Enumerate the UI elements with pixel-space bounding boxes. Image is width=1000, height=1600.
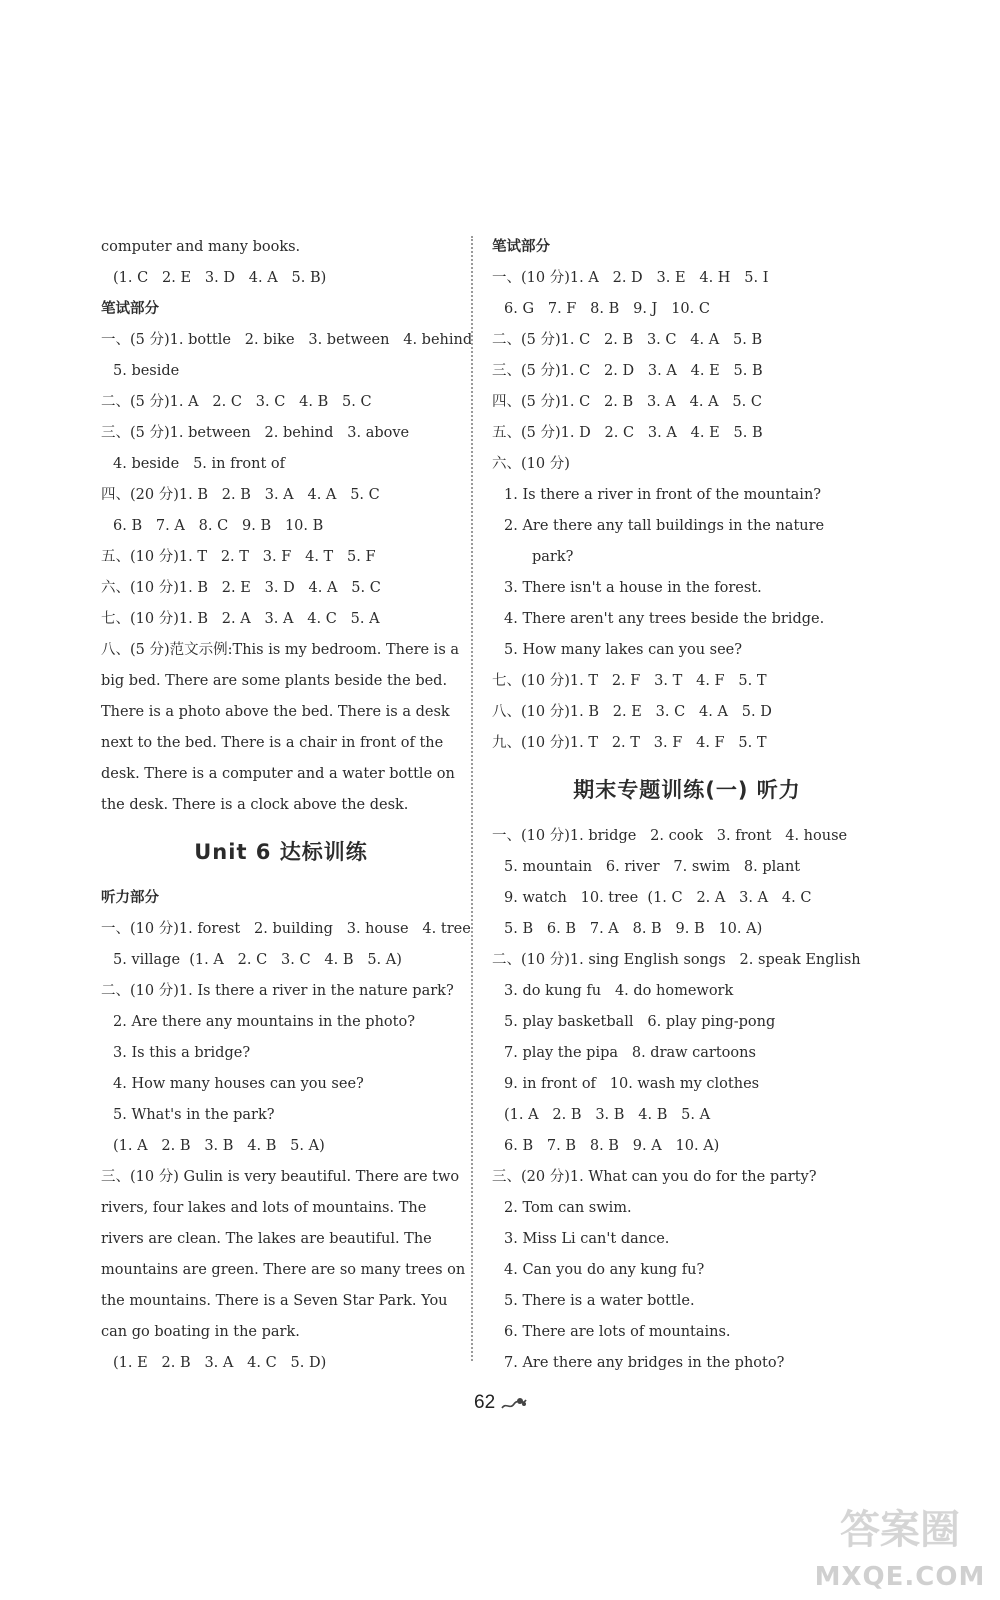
answer-line: 4. How many houses can you see?: [113, 1076, 364, 1092]
answer-line: 八、(5 分)范文示例:This is my bedroom. There is a: [101, 642, 460, 658]
answer-line: 4. There aren't any trees beside the bridge.: [504, 611, 825, 627]
answer-line: (1. E 2. B 3. A 4. C 5. D): [113, 1355, 327, 1371]
flower-ornament-icon: [500, 1394, 528, 1414]
answer-line: 5. play basketball 6. play ping-pong: [504, 1014, 776, 1030]
answer-line: 6. There are lots of mountains.: [504, 1324, 731, 1340]
answer-line: big bed. There are some plants beside the bed.: [101, 673, 448, 689]
answer-line: 3. Miss Li can't dance.: [504, 1231, 670, 1247]
answer-line: 6. B 7. A 8. C 9. B 10. B: [113, 518, 324, 534]
answer-line: desk. There is a computer and a water bottle on: [101, 766, 455, 782]
unit-title: 期末专题训练(一) 听力: [573, 778, 801, 802]
answer-line: (1. C 2. E 3. D 4. A 5. B): [113, 270, 327, 286]
answer-line: 三、(5 分)1. C 2. D 3. A 4. E 5. B: [492, 363, 763, 379]
answer-line: 二、(5 分)1. C 2. B 3. C 4. A 5. B: [492, 332, 763, 348]
answer-line: can go boating in the park.: [101, 1324, 300, 1340]
answer-line: 5. How many lakes can you see?: [504, 642, 743, 658]
answer-line: park?: [532, 549, 574, 565]
answer-line: mountains are green. There are so many trees on: [101, 1262, 466, 1278]
answer-line: 3. There isn't a house in the forest.: [504, 580, 762, 596]
answer-line: next to the bed. There is a chair in front of the: [101, 735, 444, 751]
answer-line: 四、(20 分)1. B 2. B 3. A 4. A 5. C: [101, 487, 380, 503]
answer-line: 5. beside: [113, 363, 180, 379]
watermark-url-text: MXQE.COM: [814, 1562, 986, 1592]
answer-line: 三、(10 分) Gulin is very beautiful. There are two: [101, 1169, 460, 1185]
answer-line: 7. Are there any bridges in the photo?: [504, 1355, 785, 1371]
answer-line: 一、(5 分)1. bottle 2. bike 3. between 4. behind: [101, 332, 473, 348]
page-number: 62: [474, 1392, 496, 1413]
answer-line: 4. Can you do any kung fu?: [504, 1262, 705, 1278]
answer-line: 四、(5 分)1. C 2. B 3. A 4. A 5. C: [492, 394, 762, 410]
answer-line: 6. G 7. F 8. B 9. J 10. C: [504, 301, 710, 317]
answer-line: 3. Is this a bridge?: [113, 1045, 251, 1061]
unit-title: Unit 6 达标训练: [194, 840, 368, 864]
section-heading: 笔试部分: [101, 301, 159, 317]
answer-line: the desk. There is a clock above the desk.: [101, 797, 409, 813]
answer-line: 五、(5 分)1. D 2. C 3. A 4. E 5. B: [492, 425, 763, 441]
answer-line: 二、(5 分)1. A 2. C 3. C 4. B 5. C: [101, 394, 372, 410]
answer-line: 2. Tom can swim.: [504, 1200, 632, 1216]
answer-line: 5. mountain 6. river 7. swim 8. plant: [504, 859, 801, 875]
answer-line: 六、(10 分): [492, 456, 570, 472]
answer-line: 9. watch 10. tree (1. C 2. A 3. A 4. C: [504, 890, 812, 906]
answer-line: (1. A 2. B 3. B 4. B 5. A): [113, 1138, 325, 1154]
answer-line: 2. Are there any tall buildings in the nature: [504, 518, 825, 534]
answer-line: 六、(10 分)1. B 2. E 3. D 4. A 5. C: [101, 580, 381, 596]
answer-line: 三、(20 分)1. What can you do for the party?: [492, 1169, 817, 1185]
answer-line: 八、(10 分)1. B 2. E 3. C 4. A 5. D: [492, 704, 772, 720]
column-divider: [471, 236, 473, 1361]
section-heading: 笔试部分: [492, 239, 550, 255]
answer-line: 七、(10 分)1. T 2. F 3. T 4. F 5. T: [492, 673, 767, 689]
left-column: [101, 232, 473, 1379]
answer-line: 3. do kung fu 4. do homework: [504, 983, 734, 999]
watermark-logo: [810, 1498, 990, 1594]
answer-line: (1. A 2. B 3. B 4. B 5. A: [504, 1107, 711, 1123]
answer-line: 7. play the pipa 8. draw cartoons: [504, 1045, 756, 1061]
answer-line: rivers, four lakes and lots of mountains. The: [101, 1200, 427, 1216]
answer-line: 5. There is a water bottle.: [504, 1293, 695, 1309]
answer-line: 4. beside 5. in front of: [113, 456, 286, 472]
answer-line: 5. village (1. A 2. C 3. C 4. B 5. A): [113, 952, 402, 968]
answer-line: 二、(10 分)1. sing English songs 2. speak English: [492, 952, 861, 968]
answer-line: 2. Are there any mountains in the photo?: [113, 1014, 415, 1030]
answer-line: 三、(5 分)1. between 2. behind 3. above: [101, 425, 410, 441]
answer-line: 5. B 6. B 7. A 8. B 9. B 10. A): [504, 921, 763, 937]
answer-line: There is a photo above the bed. There is a desk: [101, 704, 450, 720]
watermark-cn-text: 答案圈: [840, 1507, 960, 1553]
answer-line: 九、(10 分)1. T 2. T 3. F 4. F 5. T: [492, 735, 767, 751]
answer-line: the mountains. There is a Seven Star Park. You: [101, 1293, 448, 1309]
answer-line: rivers are clean. The lakes are beautiful. The: [101, 1231, 432, 1247]
answer-line: 一、(10 分)1. forest 2. building 3. house 4. tree: [101, 921, 471, 937]
answer-line: 9. in front of 10. wash my clothes: [504, 1076, 760, 1092]
answer-line: 七、(10 分)1. B 2. A 3. A 4. C 5. A: [101, 611, 380, 627]
answer-line: 5. What's in the park?: [113, 1107, 275, 1123]
right-column: [492, 232, 882, 1379]
answer-line: 1. Is there a river in front of the mountain?: [504, 487, 822, 503]
answer-line: 一、(10 分)1. bridge 2. cook 3. front 4. house: [492, 828, 848, 844]
answer-line: 一、(10 分)1. A 2. D 3. E 4. H 5. I: [492, 270, 769, 286]
answer-line: computer and many books.: [101, 239, 301, 255]
answer-line: 五、(10 分)1. T 2. T 3. F 4. T 5. F: [101, 549, 376, 565]
answer-line: 二、(10 分)1. Is there a river in the nature park?: [101, 983, 454, 999]
section-heading: 听力部分: [101, 890, 159, 906]
answer-line: 6. B 7. B 8. B 9. A 10. A): [504, 1138, 720, 1154]
